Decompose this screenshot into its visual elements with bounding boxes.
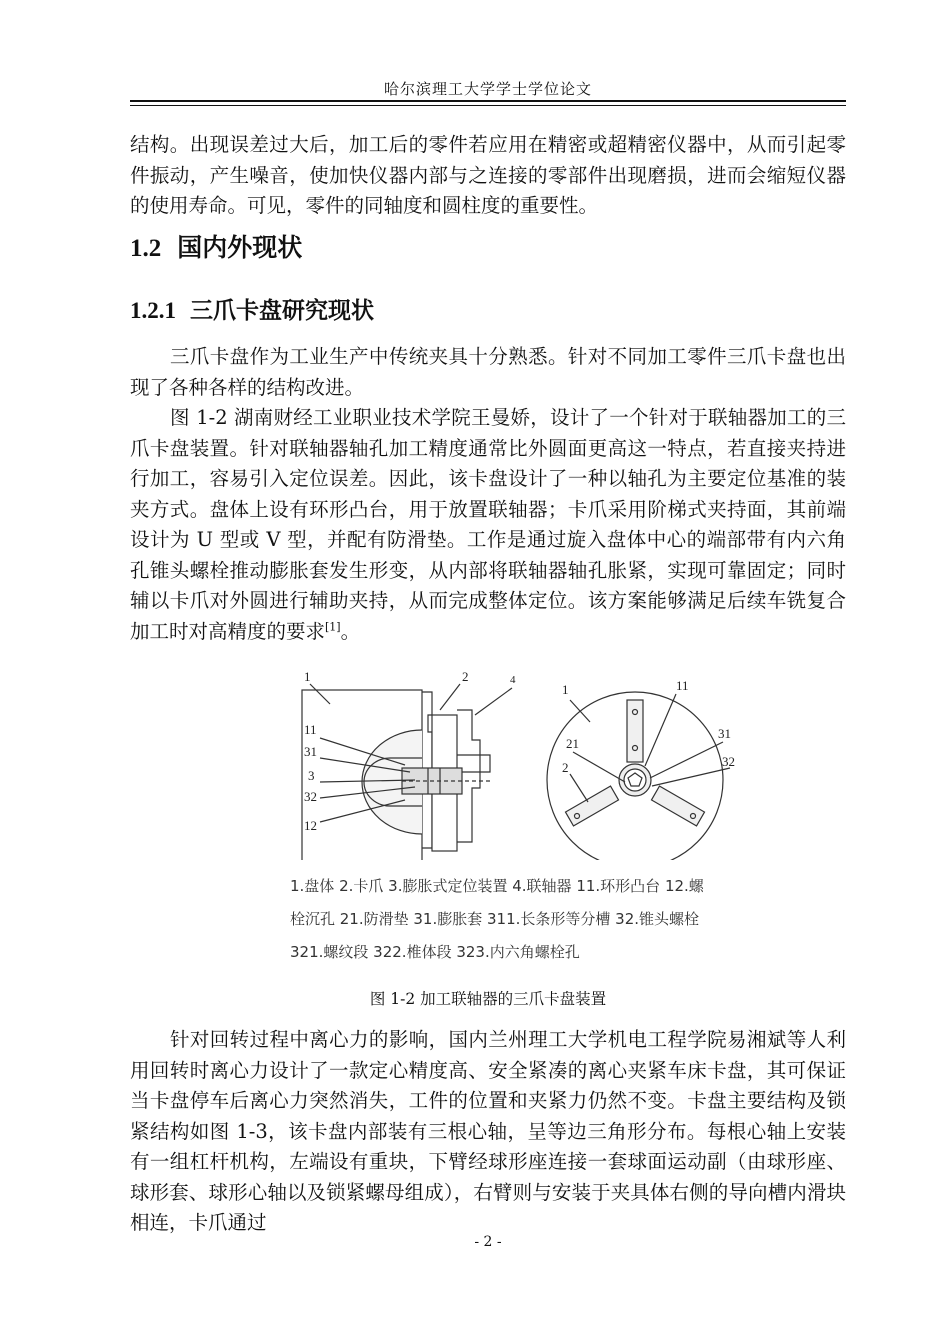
label-right-2: 2 xyxy=(562,760,569,775)
paragraph-4: 针对回转过程中离心力的影响，国内兰州理工大学机电工程学院易湘斌等人利用回转时离心力设计了一款定心精度高、安全紧凑的离心夹紧车床卡盘，其可保证当卡盘停车后离心力突然消失，工件的位置和夹紧力仍然不变。卡盘主要结构及锁紧结构如图 1-3，该卡盘内部装有三根心轴，呈等边三角形分布。每根心轴上安装有一组杠杆机构，左端设有重块，下臂经球形座连接一套球面运动副（由球形座、球形套、球形心轴以及锁紧螺母组成），右臂则与安装于夹具体右侧的导向槽内滑块相连，卡爪通过 xyxy=(130,1028,846,1234)
technical-drawing xyxy=(290,670,750,860)
label-left-12: 12 xyxy=(304,818,317,833)
section-heading xyxy=(130,228,302,264)
label-left-11: 11 xyxy=(304,722,317,737)
running-header: 哈尔滨理工大学学士学位论文 xyxy=(383,80,592,98)
section-title: 国内外现状 xyxy=(177,233,303,262)
label-left-2: 2 xyxy=(462,670,469,684)
subsection-heading xyxy=(130,292,374,325)
figure-legend-line-3: 321.螺纹段 322.椎体段 323.内六角螺栓孔 xyxy=(290,943,580,961)
subsection-title: 三爪卡盘研究现状 xyxy=(190,298,374,324)
figure-legend-line-2: 栓沉孔 21.防滑垫 31.膨胀套 311.长条形等分槽 32.锥头螺栓 xyxy=(290,910,700,928)
label-left-31: 31 xyxy=(304,744,317,759)
label-right-1: 1 xyxy=(562,682,569,697)
label-left-3: 3 xyxy=(308,768,315,783)
figure-legend-line-1: 1.盘体 2.卡爪 3.膨胀式定位装置 4.联轴器 11.环形凸台 12.螺 xyxy=(290,877,704,895)
header-rule-thin xyxy=(130,105,846,106)
section-number: 1.2 xyxy=(130,235,162,262)
paragraph-1: 结构。出现误差过大后，加工后的零件若应用在精密或超精密仪器中，从而引起零件振动，产生噪音，使加快仪器内部与之连接的零部件出现磨损，进而会缩短仪器的使用寿命。可见，零件的同轴度和圆柱度的重要性。 xyxy=(130,133,846,217)
subsection-number: 1.2.1 xyxy=(130,298,176,323)
page-number: - 2 - xyxy=(474,1234,502,1250)
paragraph-3-end: 。 xyxy=(340,619,361,643)
paragraph-2: 三爪卡盘作为工业生产中传统夹具十分熟悉。针对不同加工零件三爪卡盘也出现了各种各样的结构改进。 xyxy=(130,345,846,399)
citation-ref: [1] xyxy=(325,620,341,633)
label-right-32: 32 xyxy=(722,754,735,769)
label-left-1: 1 xyxy=(304,670,311,684)
header-rule-thick xyxy=(130,100,846,102)
paragraph-3-text: 图 1-2 湖南财经工业职业技术学院王曼娇，设计了一个针对于联轴器加工的三爪卡盘装置。针对联轴器轴孔加工精度通常比外圆面更高这一特点，若直接夹持进行加工，容易引入定位误差。因此，该卡盘设计了一种以轴孔为主要定位基准的装夹方式。盘体上设有环形凸台，用于放置联轴器；卡爪采用阶梯式夹持面，其前端设计为 U 型或 V 型，并配有防滑垫。工作是通过旋入盘体中心的端部带有内六角孔锥头螺栓推动膨胀套发生形变，从内部将联轴器轴孔胀紧，实现可靠固定；同时辅以卡爪对外圆进行辅助夹持，从而完成整体定位。该方案能够满足后续车铣复合加工时对高精度的要求 xyxy=(130,406,846,643)
label-right-11: 11 xyxy=(676,678,689,693)
figure-caption: 图 1-2 加工联轴器的三爪卡盘装置 xyxy=(369,990,607,1008)
paragraph-3 xyxy=(130,403,846,647)
label-left-32: 32 xyxy=(304,789,317,804)
label-left-4: 4 xyxy=(510,674,516,686)
label-right-31: 31 xyxy=(718,726,731,741)
label-right-21: 21 xyxy=(566,736,579,751)
